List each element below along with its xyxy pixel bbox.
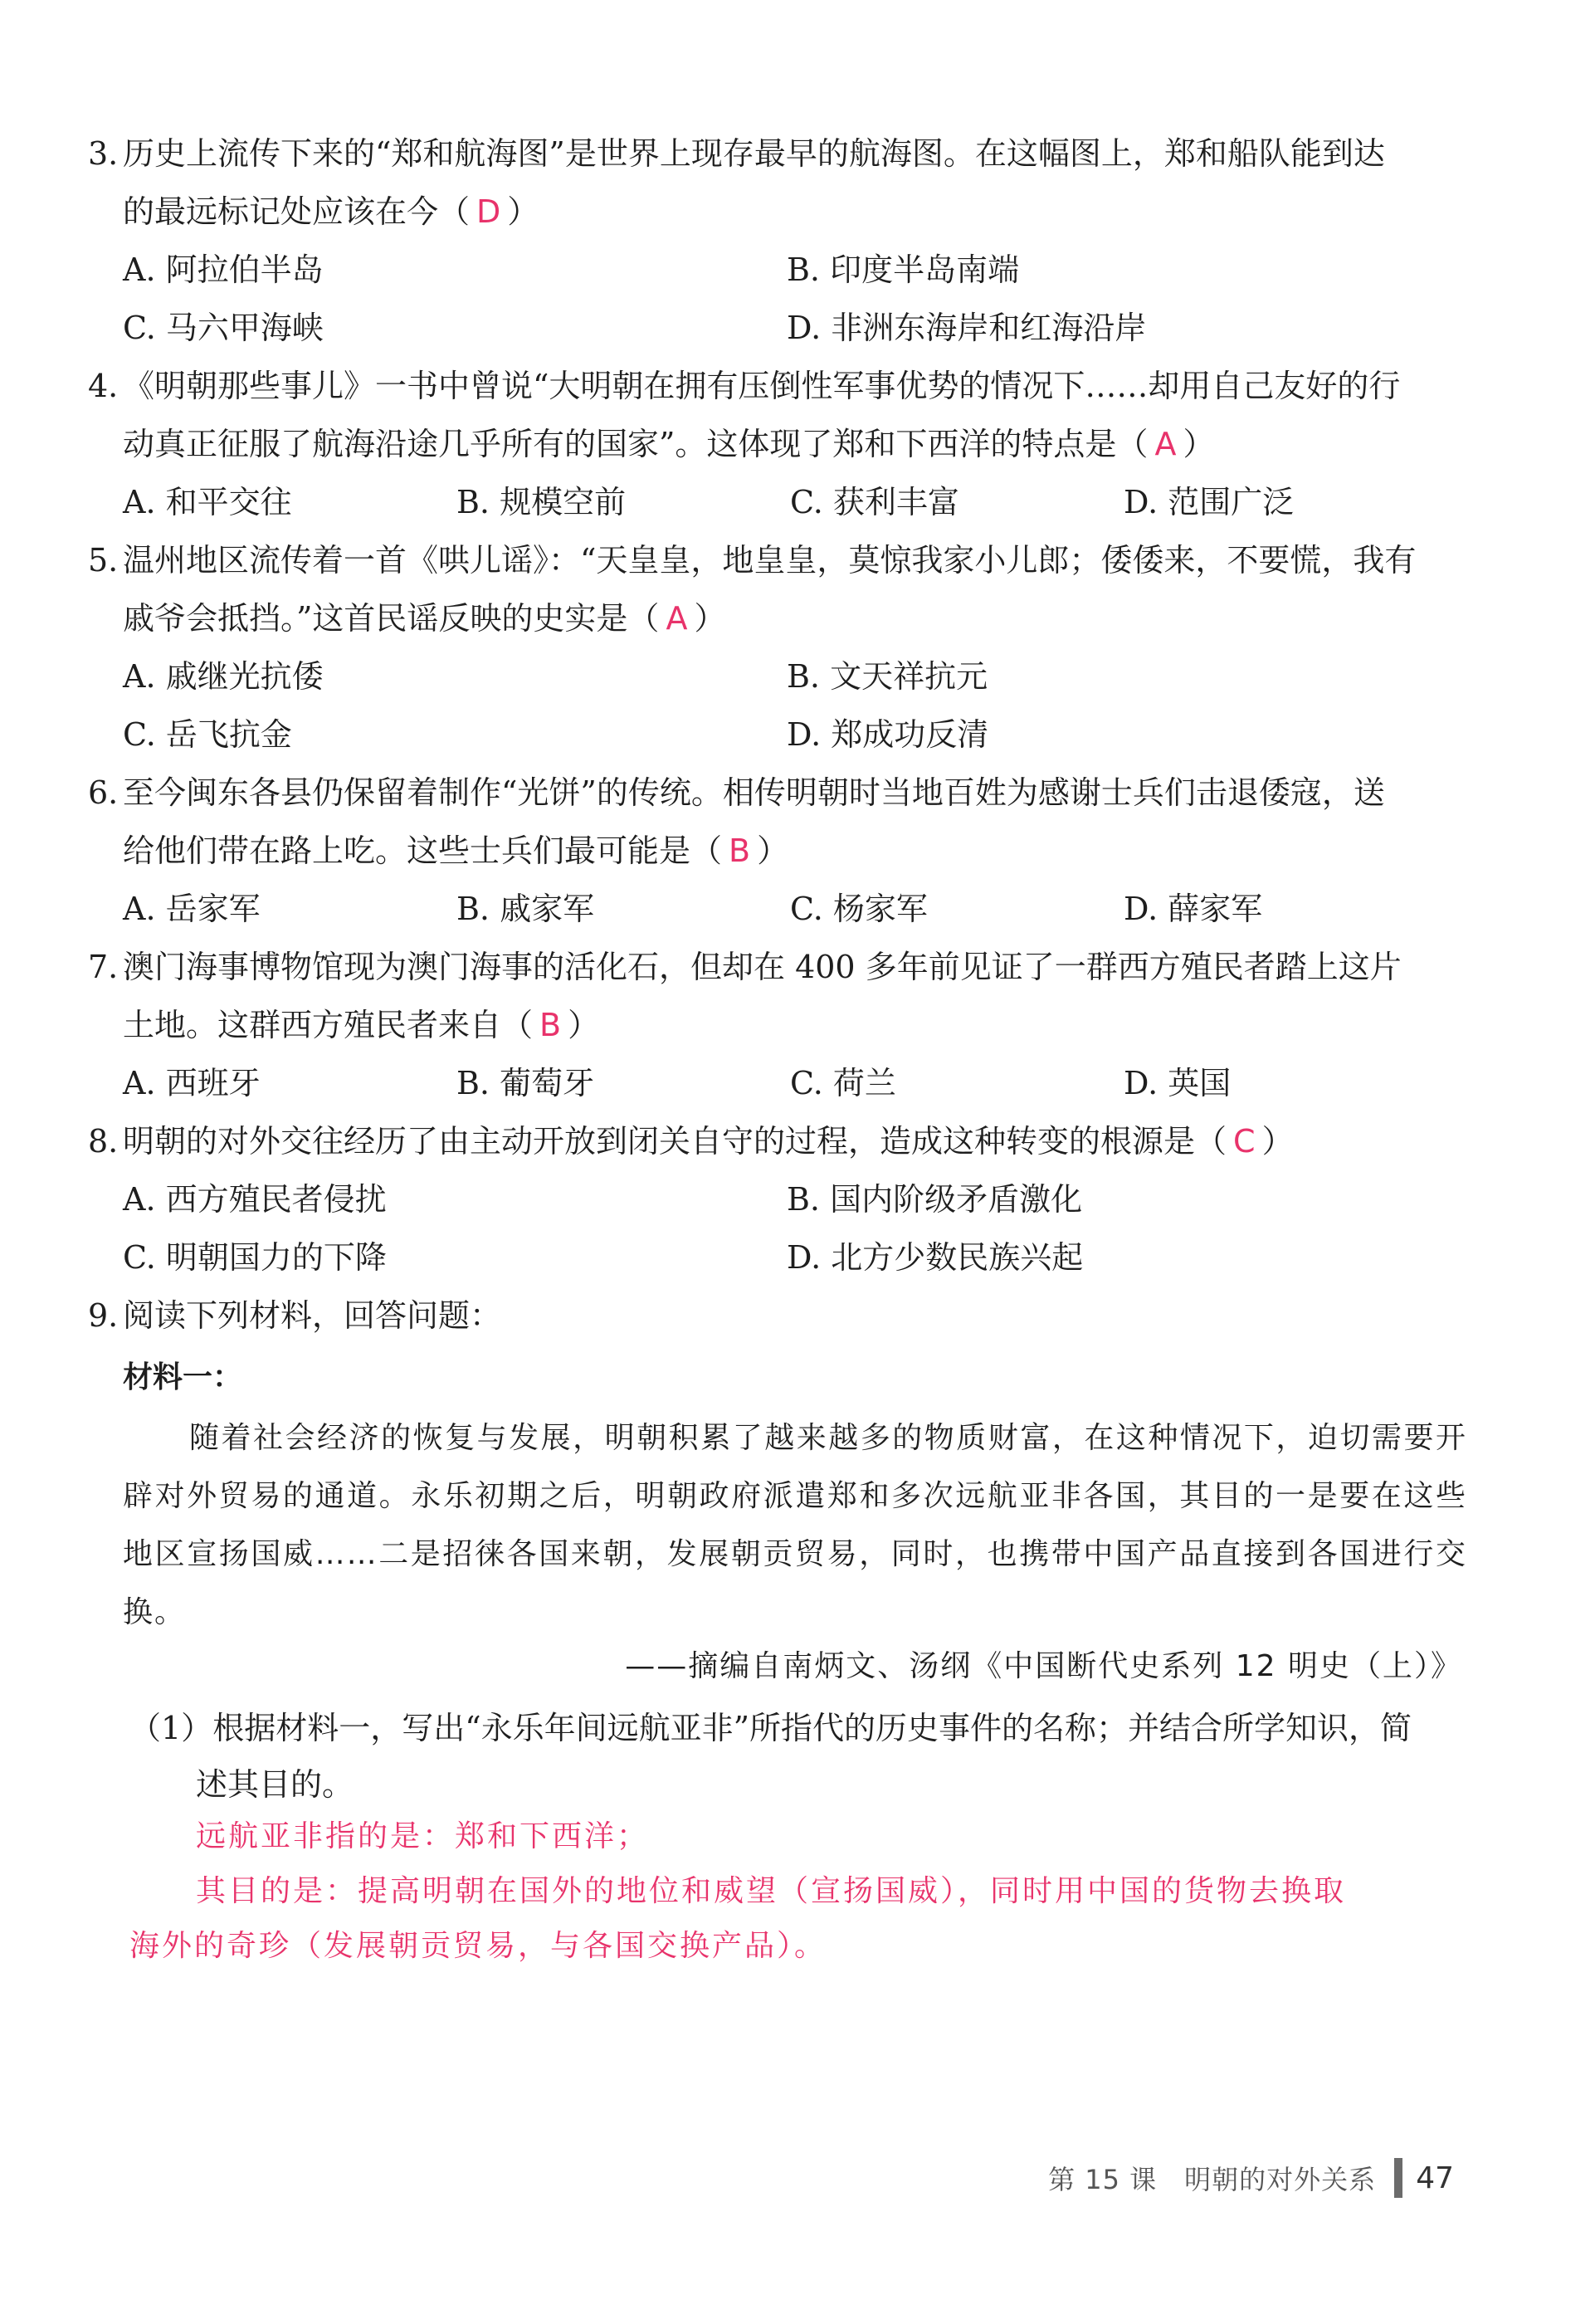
- option-c: C. 岳飞抗金: [123, 716, 292, 753]
- options: [88, 473, 1466, 531]
- question-stem: 《明朝那些事儿》一书中曾说“大明朝在拥有压倒性军事优势的情况下……却用自己友好的行: [123, 368, 1401, 404]
- stem-end: ）: [694, 600, 726, 637]
- options: [88, 1054, 1466, 1112]
- option-c: C. 杨家军: [790, 891, 928, 927]
- option-d: D. 北方少数民族兴起: [787, 1239, 1084, 1276]
- answer-line: 其目的是：提高明朝在国外的地位和威望（宣扬国威），同时用中国的货物去换取: [196, 1874, 1347, 1908]
- answer-line: 海外的奇珍（发展朝贡贸易，与各国交换产品）。: [129, 1929, 827, 1963]
- options: [88, 1170, 1466, 1286]
- stem-end: ）: [568, 1007, 600, 1043]
- answer-mark: B: [539, 1007, 562, 1043]
- answer-mark: B: [729, 832, 751, 869]
- question-stem: 至今闽东各县仍保留着制作“光饼”的传统。相传明朝时当地百姓为感谢士兵们击退倭寇，送: [123, 774, 1385, 811]
- option-d: D. 范围广泛: [1124, 484, 1295, 520]
- option-b: B. 国内阶级矛盾激化: [787, 1181, 1083, 1218]
- option-a: A. 和平交往: [123, 484, 292, 520]
- question-number: 4.: [88, 368, 119, 404]
- lesson-title: 第 15 课 明朝的对外关系: [1048, 2164, 1377, 2195]
- question-9: [88, 1286, 1466, 1345]
- answer-mark: D: [476, 193, 501, 230]
- options: [88, 647, 1466, 764]
- material-source: ——摘编自南炳文、汤纲《中国断代史系列 12 明史（上）》: [625, 1649, 1462, 1683]
- question-8: [88, 1112, 1466, 1286]
- question-stem: 动真正征服了航海沿途几乎所有的国家”。这体现了郑和下西洋的特点是（: [123, 426, 1149, 462]
- question-number: 7.: [88, 949, 119, 985]
- question-number: 3.: [88, 135, 119, 172]
- answer-mark: C: [1233, 1123, 1256, 1160]
- sub-question-text: 述其目的。: [196, 1766, 354, 1803]
- sub-question-label: （1）: [129, 1710, 213, 1746]
- option-c: C. 明朝国力的下降: [123, 1239, 387, 1276]
- question-5: [88, 531, 1466, 764]
- option-b: B. 规模空前: [456, 484, 627, 520]
- question-3: [88, 124, 1466, 357]
- question-4: [88, 357, 1466, 531]
- option-b: B. 葡萄牙: [456, 1065, 595, 1101]
- question-6: [88, 764, 1466, 938]
- option-d: D. 英国: [1124, 1065, 1232, 1101]
- question-stem: 历史上流传下来的“郑和航海图”是世界上现存最早的航海图。在这幅图上，郑和船队能到达: [123, 135, 1385, 172]
- option-b: B. 戚家军: [456, 891, 595, 927]
- question-stem: 戚爷会抵挡。”这首民谣反映的史实是（: [123, 600, 660, 637]
- option-b: B. 文天祥抗元: [787, 658, 988, 695]
- option-a: A. 阿拉伯半岛: [123, 251, 324, 288]
- question-stem: 澳门海事博物馆现为澳门海事的活化石，但却在 400 多年前见证了一群西方殖民者踏上这片: [123, 949, 1402, 985]
- stem-end: ）: [507, 193, 539, 230]
- material-title: 材料一：: [123, 1360, 243, 1394]
- stem-end: ）: [1183, 426, 1215, 462]
- option-a: A. 戚继光抗倭: [123, 658, 324, 695]
- question-stem: 给他们带在路上吃。这些士兵们最可能是（: [123, 832, 723, 869]
- page-number: 47: [1416, 2160, 1454, 2195]
- stem-end: ）: [1261, 1123, 1294, 1160]
- question-number: 5.: [88, 542, 119, 579]
- option-c: C. 马六甲海峡: [123, 310, 324, 346]
- handwritten-answer: [129, 1809, 1466, 1974]
- option-d: D. 薛家军: [1124, 891, 1263, 927]
- option-c: C. 荷兰: [790, 1065, 896, 1101]
- sub-question-1: [129, 1700, 1466, 1813]
- question-stem: 的最远标记处应该在今（: [123, 193, 471, 230]
- option-b: B. 印度半岛南端: [787, 251, 1020, 288]
- question-number: 8.: [88, 1123, 119, 1160]
- answer-mark: A: [1154, 426, 1177, 462]
- option-a: A. 西班牙: [123, 1065, 261, 1101]
- answer-line: 远航亚非指的是：郑和下西洋；: [196, 1819, 650, 1853]
- question-7: [88, 938, 1466, 1112]
- answer-mark: A: [666, 600, 688, 637]
- option-c: C. 获利丰富: [790, 484, 959, 520]
- question-number: 9.: [88, 1297, 119, 1334]
- question-stem: 温州地区流传着一首《哄儿谣》：“天皇皇，地皇皇，莫惊我家小儿郎；倭倭来，不要慌，我有: [123, 542, 1417, 579]
- stem-end: ）: [757, 832, 789, 869]
- option-d: D. 非洲东海岸和红海沿岸: [787, 310, 1147, 346]
- options: [88, 880, 1466, 938]
- option-d: D. 郑成功反清: [787, 716, 989, 753]
- question-stem: 土地。这群西方殖民者来自（: [123, 1007, 534, 1043]
- question-stem: 阅读下列材料，回答问题：: [123, 1297, 502, 1334]
- options: [88, 241, 1466, 357]
- question-stem: 明朝的对外交往经历了由主动开放到闭关自守的过程，造成这种转变的根源是（: [123, 1123, 1227, 1160]
- material-body: 随着社会经济的恢复与发展，明朝积累了越来越多的物质财富，在这种情况下，迫切需要开辟对外贸易的通道。永乐初期之后，明朝政府派遣郑和多次远航亚非各国，其目的一是要在这些地区宣扬国威……二是招徕各国来朝，发展朝贡贸易，同时，也携带中国产品直接到各国进行交换。: [123, 1421, 1467, 1629]
- sub-question-text: 根据材料一，写出“永乐年间远航亚非”所指代的历史事件的名称；并结合所学知识，简: [212, 1710, 1412, 1746]
- question-number: 6.: [88, 774, 119, 811]
- option-a: A. 西方殖民者侵扰: [123, 1181, 387, 1218]
- option-a: A. 岳家军: [123, 891, 261, 927]
- footer-divider: [1394, 2158, 1402, 2198]
- page-footer: [1048, 2158, 1454, 2198]
